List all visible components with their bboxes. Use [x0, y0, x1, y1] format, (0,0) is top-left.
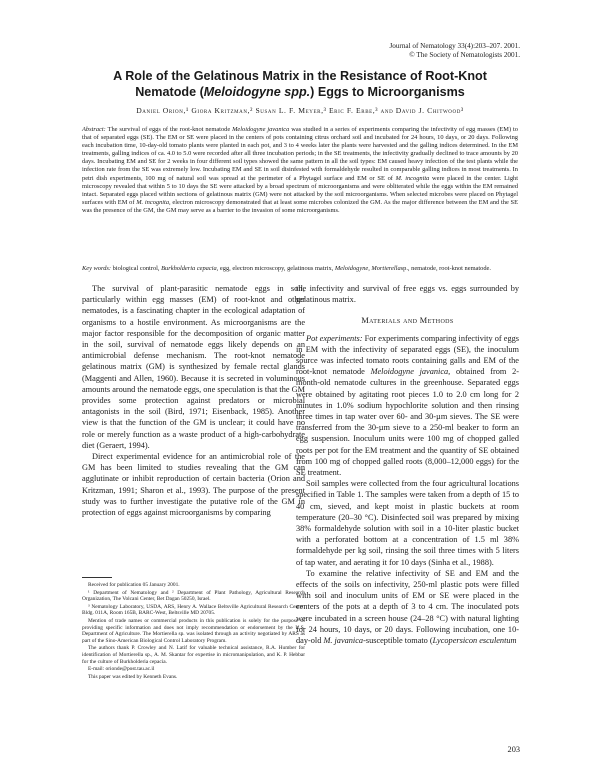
abstract-label: Abstract: — [82, 126, 106, 133]
body-paragraph — [296, 333, 519, 479]
keywords-species: Meloidogyne, Mortierella — [334, 265, 401, 272]
footnote: ³ Nematology Laboratory, USDA, ARS, Henry A. Wallace Beltsville Agricultural Research Center, Bldg. 011A, Room 165B, BARC-West, Beltsville MD 20705. — [82, 603, 305, 617]
footnote: Mention of trade names or commercial products in this publication is solely for the purpose of providing specific information and does not imply recommendation or endorsement by the U.S. Department of Agriculture. The Mortierella sp. was isolated through an activity negotiated by ARS as part of the Sino-American Biological Control Laboratory Program. — [82, 617, 305, 644]
keywords-label: Key words: — [82, 265, 112, 272]
keywords-text: biological control, — [112, 265, 160, 272]
body-species: Meloidogyne javanica, — [370, 367, 451, 377]
footnote-rule — [82, 577, 112, 578]
journal-header — [389, 42, 520, 60]
footnote: E-mail: orionde@post.tau.ac.il — [88, 666, 155, 673]
keywords-text: egg, electron microscopy, gelatinous matrix, — [219, 265, 334, 272]
intro-paragraph: The survival of plant-parasitic nematode eggs in soil, particularly within egg masses (EM) of root-knot and other nematodes, is a fascinating chapter in the ecological adaptation of organisms to a hostile environment. As microorganisms are the major factor responsible for the decomposition of organic matter in the soil, survival of nematode eggs likely depends on an antimicrobial defense mechanism. The root-knot nematode gelatinous matrix (GM) is synthesized by female rectal glands (Maggenti and Allen, 1960). Because it is secreted in voluminous amounts around the nematode eggs, one speculation is that the GM provides some protection against predators or microbial antagonists in the soil (Bird, 1971; Eisenback, 1985). Another view is that the function of the GM is unclear; it could have no role or merely function as a waste product of a high-carbohydrate diet (Geraert, 1994). — [82, 284, 305, 450]
body-text: For experiments comparing infectivity of eggs in EM with the infectivity of separated eggs (SE), the inoculum source was infected tomato roots containing galls and EM of the root-knot nematode — [296, 333, 519, 377]
keywords — [82, 265, 518, 273]
body-paragraph — [296, 568, 519, 646]
body-text: To examine the relative infectivity of SE and EM and the effects of the soils on infectivity, 250-ml plastic pots were filled with soil and inoculum units of EM or SE were placed in the centers of the pots at a depth of 3 to 4 cm. The inoculated pots were incubated in a screen house (24–28 °C) with natural lighting for 24 hours, 10 days, or 20 days. Following incubation, one 10-day-old — [296, 568, 519, 646]
abstract-text: was studied in a series of experiments comparing the infectivity of egg masses (EM) to that of separated eggs (SE). The EM or SE were placed in the centers of pots containing citrus orchard soil and incubated for 24 hours, 10 days, or 20 days. Following each incubation time, 10-day-old tomato plants were planted in each pot, and 3 to 4 weeks later the plants were harvested and the galling indices determined. In the EM treatments, galling indices of ca. 4.0 to 5.0 were recorded after all three incubation periods; in the SE treatments, the infectivity gradually declined to trace amounts by 20 days. Incubating EM and SE for 2 weeks in four different soil types showed the same pattern in all the soil types: EM caused heavy infection of the test plants while the infection rate from the SE was extremely low. Incubating EM and SE in soil disinfested with formaldehyde resulted in comparable galling indices in most treatments. In petri dish experiments, 100 mg of natural soil was spread at the perimeter of a Phytagel surface and EM or SE of — [82, 126, 518, 182]
body-species: Lycopersicon esculentum — [432, 636, 517, 646]
copyright-line: © The Society of Nematologists 2001. — [409, 51, 520, 59]
title-text: Nematode ( — [135, 85, 204, 99]
intro-paragraph: Direct experimental evidence for an antimicrobial role of the GM has been limited to studies revealing that the GM can agglutinate or inhibit reproduction of certain bacteria (Orion and Kritzman, 1991; Sharon et al., 1993). The purpose of the present study was to further investigate the putative role of the GM in protection of eggs against microorganisms by comparing — [82, 452, 305, 518]
footnote: The authors thank P. Crowley and N. Latif for valuable technical assistance, R.A. Humber for identification of Mortierella sp., A. M. Skantar for expertise in micromanipulation, and K. P. Hebbar for the culture of Burkholderia cepacia. — [82, 645, 305, 665]
abstract-text: were placed in the center. Light microscopy revealed that within 5 to 10 days the SE were attacked by a broad spectrum of microorganisms and were obliterated while the eggs within the EM remained intact. Separated eggs placed within sections of gelatinous matrix (GM) were not attacked by the soil microorganisms. When selected microbes were placed on Phytagel surfaces with EM of — [82, 174, 518, 206]
journal-citation: Journal of Nematology 33(4):203–207. 2001. — [389, 42, 520, 50]
body-text: obtained from 2-month-old nematode cultures in the greenhouse. Separated eggs were obtained by agitating root pieces 1.0 to 2.0 cm long for 2 minutes in 1.0% sodium hypochlorite solution and then rinsing three times in tap water over 60- and 30-µm sieves. The SE were transferred from the 30-µm sieve to a 250-ml beaker to form an egg suspension. Inoculum units were 100 mg of chopped galled roots per pot for the EM treatment and the quantity of SE obtained from 100 mg of chopped galled roots (8,000–12,000 eggs) for the SE treatment. — [296, 367, 519, 478]
body-text: -susceptible tomato ( — [363, 636, 433, 646]
title-species: Meloidogyne spp. — [203, 85, 311, 99]
body-paragraph: the infectivity and survival of free eggs vs. eggs surrounded by gelatinous matrix. — [296, 284, 519, 305]
keywords-species: Burkholderia cepacia, — [161, 265, 219, 272]
section-heading: Materials and Methods — [361, 316, 454, 326]
footnotes — [82, 582, 305, 681]
abstract-species: M. incognita — [395, 174, 430, 182]
right-column — [296, 283, 519, 646]
abstract-species: Meloidogyne javanica — [232, 126, 290, 133]
footnote: ¹ Department of Nematology and ² Department of Plant Pathology, Agricultural Research Organization, The Volcani Center, Bet Dagan 50250, Israel. — [82, 589, 305, 603]
keywords-text: sp., nematode, root-knot nematode. — [400, 265, 491, 272]
title-text-end: ) Eggs to Microorganisms — [310, 85, 465, 99]
article-title — [60, 68, 540, 100]
left-column — [82, 283, 305, 518]
title-line-2 — [60, 84, 540, 100]
body-species: M. javanica — [323, 636, 364, 646]
page-number: 203 — [507, 745, 520, 754]
author-list: Daniel Orion,¹ Giora Kritzman,² Susan L. F. Meyer,³ Eric F. Erbe,³ and David J. Chitwood³ — [136, 106, 464, 115]
body-paragraph: Soil samples were collected from the four agricultural locations specified in Table 1. The samples were taken from a depth of 15 to 40 cm, sieved, and kept moist in plastic buckets at room temperature (20–30 °C). Disinfected soil was prepared by mixing 38% formaldehyde solution with soil in a 10-liter plastic bucket with a perforated bottom at a concentration of 1.5 ml 38% formaldehyde per kg soil, rinsing the soil three times with 5 liters of tap water, and aerating it for 10 days (Sinha et al., 1988). — [296, 479, 519, 567]
footnote: This paper was edited by Kenneth Evans. — [88, 673, 178, 680]
footnote: Received for publication 05 January 2001. — [88, 582, 180, 588]
abstract-text: electron microscopy demonstrated that at least some microbes colonized the GM. As the major difference between the EM and the SE was the presence of the GM, the GM may serve as a barrier to the invasion of some microorganisms. — [82, 198, 518, 214]
abstract-text: The survival of eggs of the root-knot nematode — [107, 126, 231, 133]
title-line-1: A Role of the Gelatinous Matrix in the Resistance of Root-Knot — [113, 69, 487, 83]
abstract — [82, 126, 518, 215]
subsection-label: Pot experiments: — [306, 333, 363, 343]
abstract-species: M. incognita, — [136, 198, 171, 206]
